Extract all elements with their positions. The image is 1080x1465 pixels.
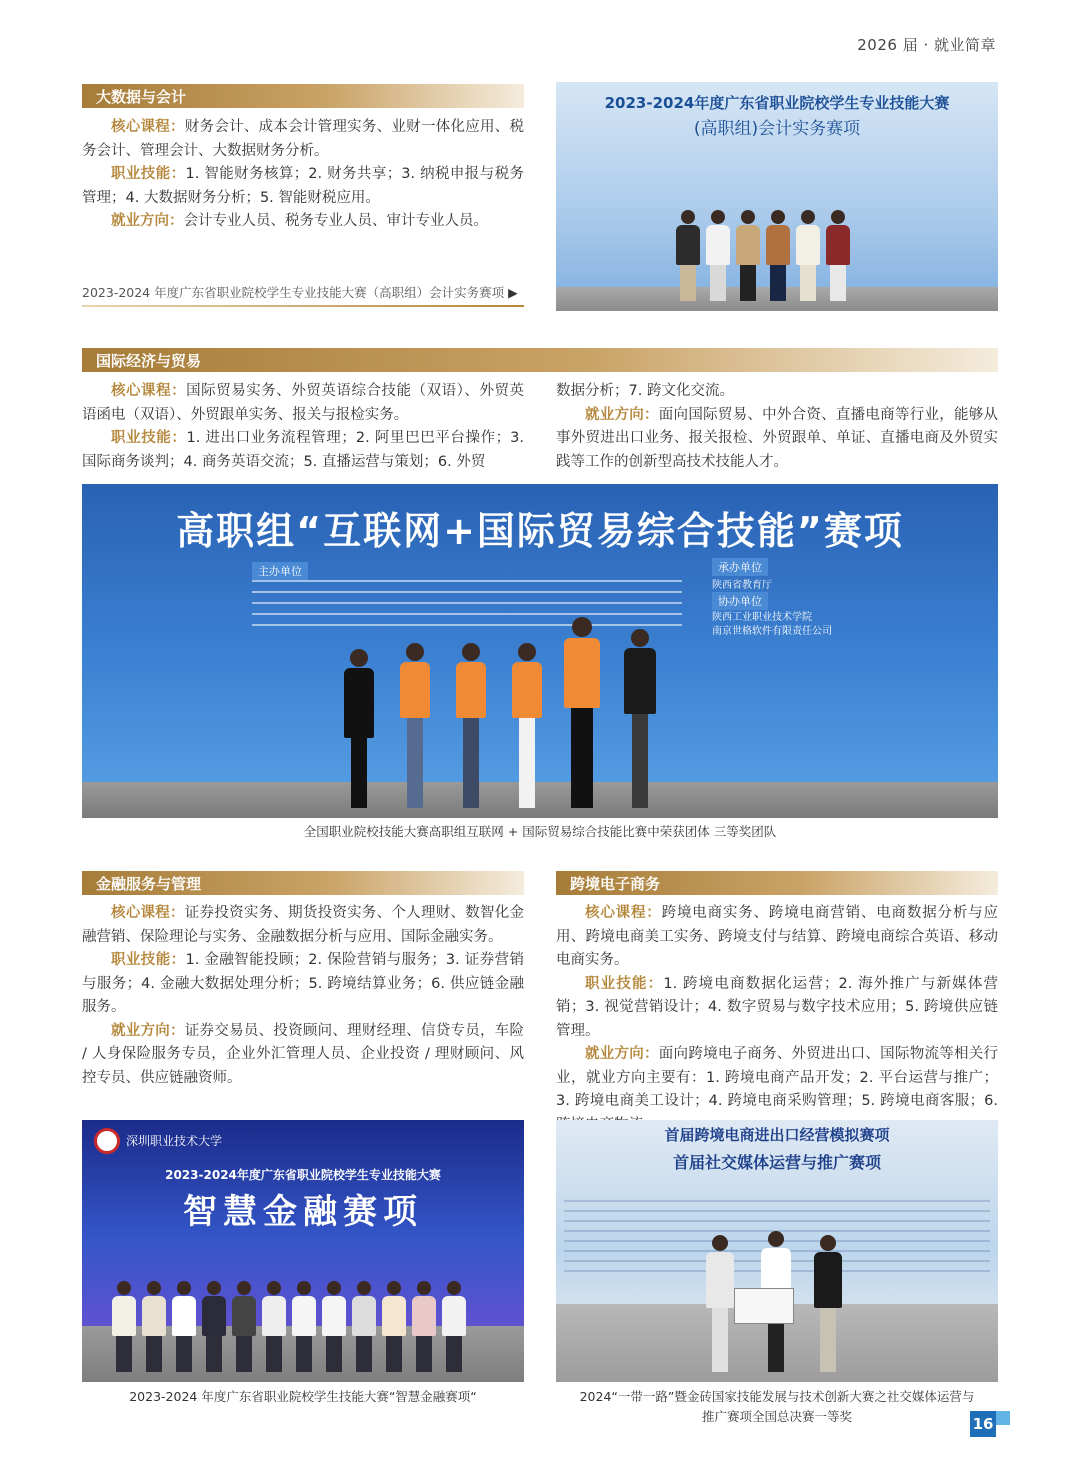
page-header: 2026 届 · 就业简章 — [857, 36, 996, 54]
section-title-trade: 国际经济与贸易 — [82, 348, 998, 372]
bigdata-photo: 2023-2024年度广东省职业院校学生专业技能大赛 (高职组)会计实务赛项 — [556, 82, 998, 311]
finance-text: 核心课程：证券投资实务、期货投资实务、个人理财、数智化金融营销、保险理论与实务、金融数据分析与应用、国际金融实务。 职业技能：1. 金融智能投顾；2. 保险营销与服务；3. 证券营销与服务；4. 金融大数据处理分析；5. 跨境结算业务；6. 供应链金融服务。 就业方向：证券交易员、投资顾问、理财经理、信贷专员，车险 / 人身保险服务专员，企业外汇管理人员、企业投资 / 理财顾问、风控专员、供应链融资师。 — [82, 905, 524, 1086]
page-number: 16 — [970, 1411, 996, 1437]
bigdata-caption-line — [82, 305, 524, 307]
finance-caption: 2023-2024 年度广东省职业院校学生技能大赛“智慧金融赛项“ — [129, 1389, 477, 1404]
trade-text-left: 核心课程：国际贸易实务、外贸英语综合技能（双语）、外贸英语函电（双语）、外贸跟单实务、报关与报检实务。 职业技能：1. 进出口业务流程管理；2. 阿里巴巴平台操作；3. 国际商务谈判；4. 商务英语交流；5. 直播运营与策划；6. 外贸 — [82, 383, 524, 470]
trade-text-right: 数据分析；7. 跨文化交流。 就业方向：面向国际贸易、中外合资、直播电商等行业，能够从事外贸进出口业务、报关报检、外贸跟单、单证、直播电商及外贸实践等工作的创新型高技术技能人才。 — [556, 383, 998, 470]
page-number-tab — [996, 1411, 1010, 1425]
section-title-finance: 金融服务与管理 — [82, 871, 524, 895]
triangle-right-icon: ▶ — [508, 285, 518, 300]
section-title-bigdata: 大数据与会计 — [82, 84, 524, 108]
section-title-ecommerce: 跨境电子商务 — [556, 871, 998, 895]
ecommerce-photo: 首届跨境电商进出口经营模拟赛项 首届社交媒体运营与推广赛项 — [556, 1120, 998, 1382]
trade-caption: 全国职业院校技能大赛高职组互联网 + 国际贸易综合技能比赛中荣获团体 三等奖团队 — [303, 824, 777, 839]
bigdata-caption: 2023-2024 年度广东省职业院校学生专业技能大赛（高职组）会计实务赛项 ▶ — [82, 285, 518, 300]
bigdata-text: 核心课程：财务会计、成本会计管理实务、业财一体化应用、税务会计、管理会计、大数据财务分析。 职业技能：1. 智能财务核算；2. 财务共享；3. 纳税申报与税务管理；4. 大数据财务分析；5. 智能财税应用。 就业方向：会计专业人员、税务专业人员、审计专业人员。 — [82, 119, 524, 229]
ecommerce-caption: 2024“一带一路”暨金砖国家技能发展与技术创新大赛之社交媒体运营与 推广赛项全国总决赛一等奖 — [579, 1389, 975, 1424]
ecommerce-text: 核心课程：跨境电商实务、跨境电商营销、电商数据分析与应用、跨境电商美工实务、跨境支付与结算、跨境电商综合英语、移动电商实务。 职业技能：1. 跨境电商数据化运营；2. 海外推广与新媒体营销；3. 视觉营销设计；4. 数字贸易与数字技术应用；5. 跨境供应链管理。 就业方向：面向跨境电子商务、外贸进出口、国际物流等相关行业，就业方向主要有：1. 跨境电商产品开发；2. 平台运营与推广；3. 跨境电商美工设计；4. 跨境电商采购管理；5. 跨境电商客服；6. — [556, 905, 999, 1109]
finance-photo: 深圳职业技术大学 2023-2024年度广东省职业院校学生专业技能大赛 智慧金融赛项 — [82, 1120, 524, 1382]
school-logo-icon — [94, 1128, 120, 1154]
trade-photo: 高职组“互联网+国际贸易综合技能”赛项 主办单位 承办单位 陕西省教育厅 协办单位 陕西工业职业技术学院 南京世格软件有限责任公司 — [82, 484, 998, 818]
